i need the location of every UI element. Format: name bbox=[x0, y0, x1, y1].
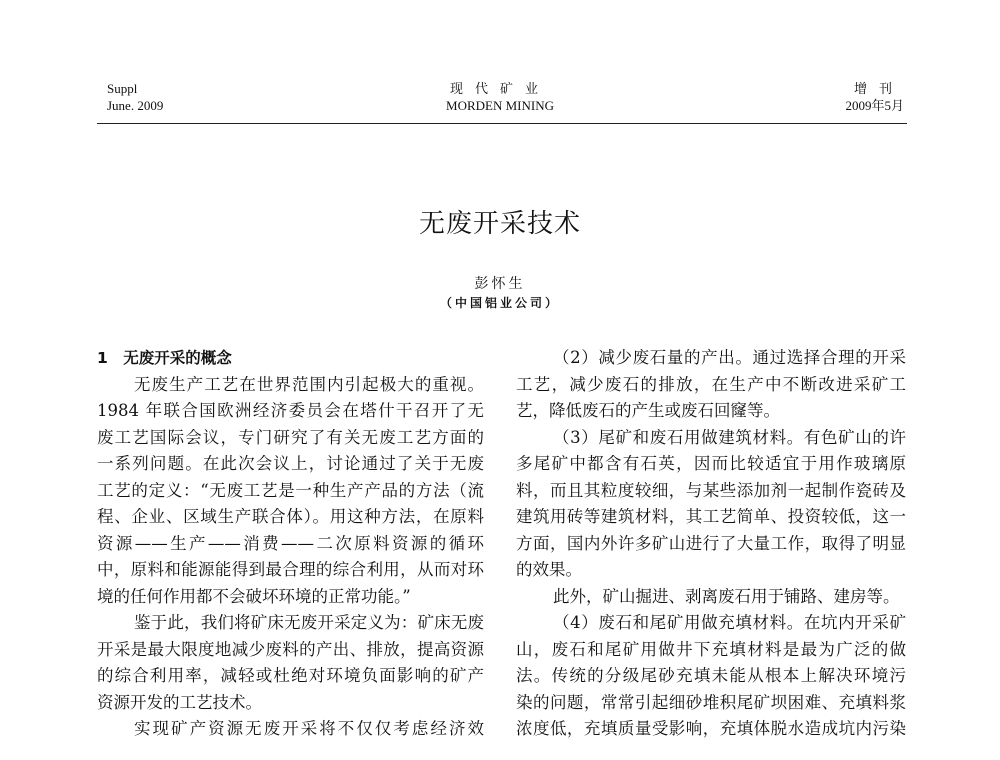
text-line: 浓度低，充填质量受影响，充填体脱水造成坑内污染 bbox=[516, 719, 906, 738]
text-line: （4）废石和尾矿用做充填材料。在坑内开采矿 bbox=[553, 613, 906, 632]
text-line: 工艺，减少废石的排放，在生产中不断改进采矿工 bbox=[516, 374, 906, 394]
text-line: （3）尾矿和废石用做建筑材料。有色矿山的许 bbox=[553, 427, 906, 447]
text-line: 1984 年联合国欧洲经济委员会在塔什干召开了无 bbox=[97, 401, 484, 420]
text-line: 法。传统的分级尾砂充填未能从根本上解决环境污 bbox=[516, 666, 906, 685]
text-line: 开采是最大限度地减少废料的产出、排放，提高资源 bbox=[97, 639, 484, 659]
article-title: 无废开采技术 bbox=[418, 209, 581, 239]
article-author: 彭怀生 bbox=[474, 276, 526, 292]
text-line: 山，废石和尾矿用做井下充填材料是最为广泛的做 bbox=[516, 639, 906, 659]
text-line: 艺，降低废石的产生或废石回窿等。 bbox=[516, 401, 780, 420]
journal-issue-en bbox=[107, 80, 163, 114]
text-line: 一系列问题。在此次会议上，讨论通过了关于无废 bbox=[97, 454, 484, 473]
text-line: 工艺的定义：“无废工艺是一种生产产品的方法（流 bbox=[97, 480, 484, 500]
issue-label: Suppl bbox=[107, 81, 138, 96]
text-line: 资源——生产——消费——二次原料资源的循环 bbox=[97, 533, 484, 553]
text-line: （2）减少废石量的产出。通过选择合理的开采 bbox=[553, 348, 906, 367]
text-line: 染的问题，常常引起细砂堆积尾矿坝困难、充填料浆 bbox=[516, 692, 906, 712]
header-rule bbox=[97, 123, 907, 124]
text-line: 废工艺国际会议，专门研究了有关无废工艺方面的 bbox=[97, 427, 484, 447]
text-line: 无废生产工艺在世界范围内引起极大的重视。 bbox=[134, 374, 484, 394]
journal-name-en: MORDEN MINING bbox=[446, 98, 554, 113]
journal-issue-cn bbox=[845, 80, 904, 114]
text-line: 的综合利用率，减轻或杜绝对环境负面影响的矿产 bbox=[97, 666, 484, 685]
text-line: 境的任何作用都不会破坏环境的正常功能。” bbox=[97, 586, 411, 606]
text-line: 方面，国内外许多矿山进行了大量工作，取得了明显 bbox=[516, 533, 906, 553]
journal-name-cn: 现代矿业 bbox=[449, 81, 550, 96]
text-line: 中，原料和能源能得到最合理的综合利用，从而对环 bbox=[97, 560, 484, 579]
text-line: 的效果。 bbox=[516, 560, 582, 579]
article-affiliation: （中国铝业公司） bbox=[439, 296, 560, 310]
text-line: 程、企业、区域生产联合体）。用这种方法，在原料 bbox=[97, 507, 484, 526]
text-line: 鉴于此，我们将矿床无废开采定义为：矿床无废 bbox=[134, 613, 484, 632]
journal-name bbox=[400, 80, 600, 114]
issue-label-cn: 增刊 bbox=[853, 81, 904, 96]
text-line: 资源开发的工艺技术。 bbox=[97, 692, 262, 712]
issue-date-cn: 2009年5月 bbox=[845, 98, 904, 113]
section-heading: 1 无废开采的概念 bbox=[97, 349, 232, 367]
text-line: 建筑用砖等建筑材料，其工艺简单、投资较低，这一 bbox=[516, 507, 906, 526]
text-line: 多尾矿中都含有石英，因而比较适宜于用作玻璃原 bbox=[516, 454, 906, 473]
text-line: 料，而且其粒度较细，与某些添加剂一起制作瓷砖及 bbox=[516, 480, 906, 500]
text-line: 实现矿产资源无废开采将不仅仅考虑经济效 bbox=[134, 719, 484, 738]
issue-date: June. 2009 bbox=[107, 98, 164, 113]
text-line: 此外，矿山掘进、剥离废石用于铺路、建房等。 bbox=[553, 586, 900, 606]
